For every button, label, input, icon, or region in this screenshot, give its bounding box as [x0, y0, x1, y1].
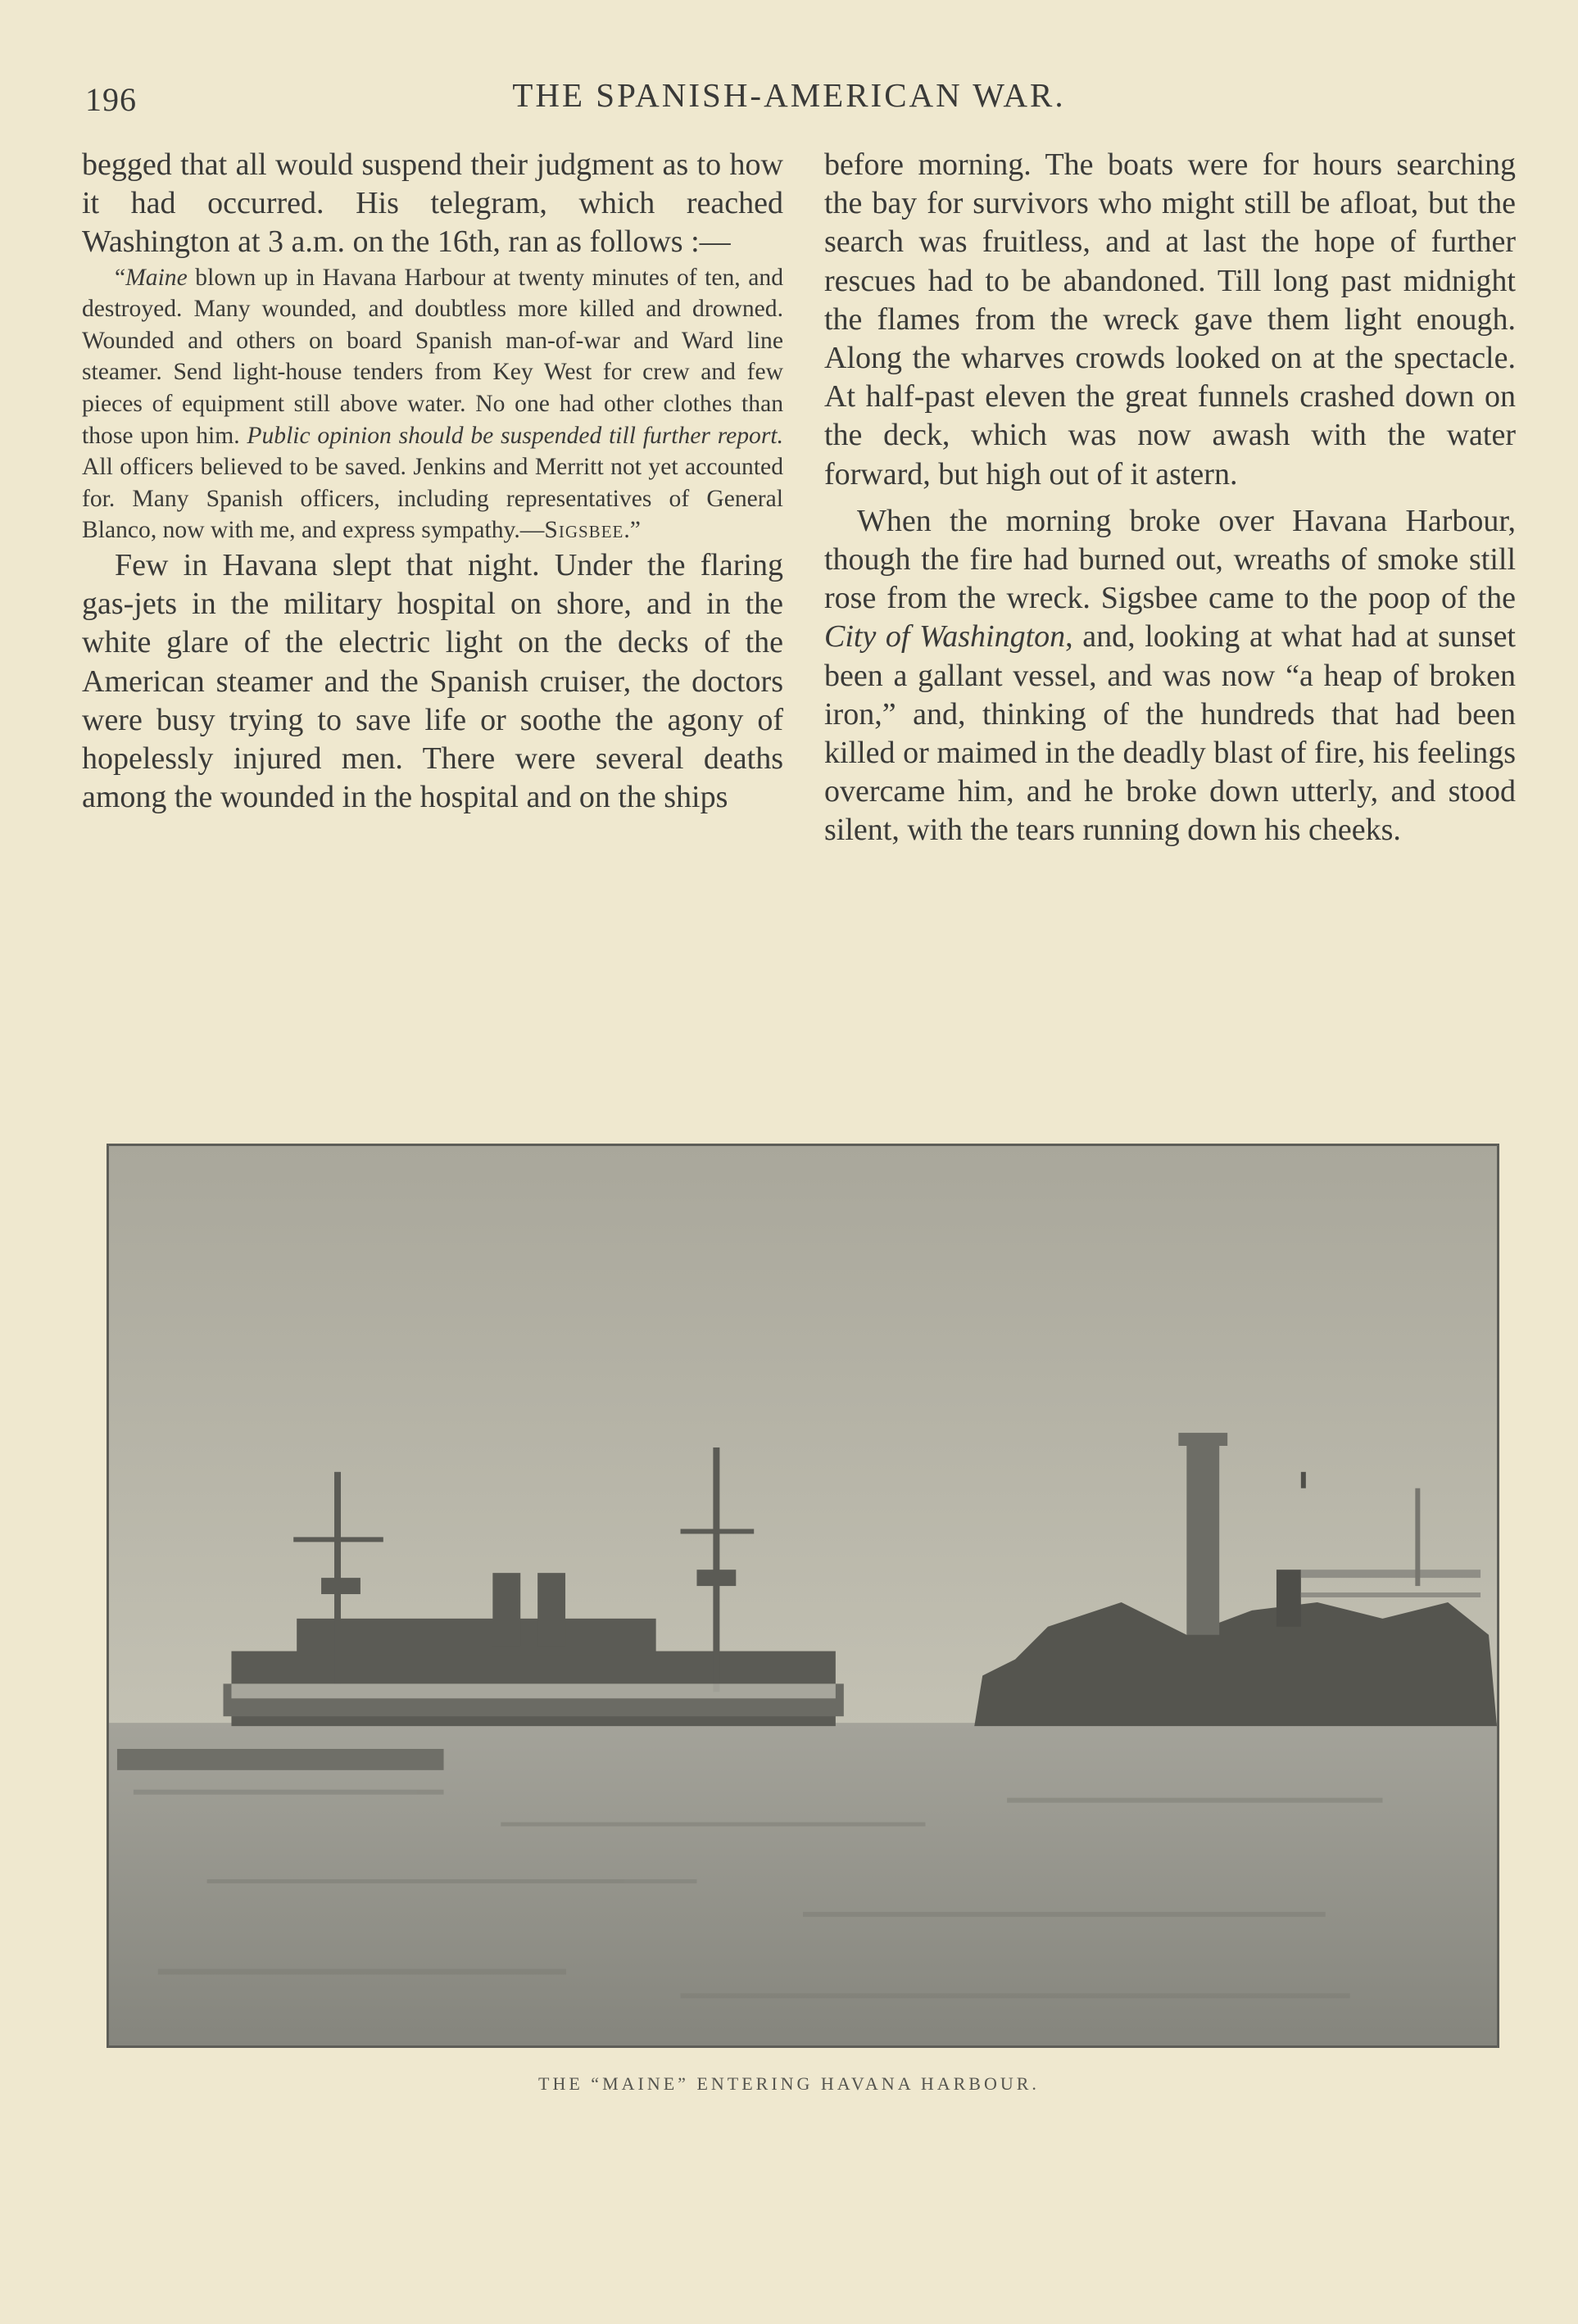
- telegram-quote: [82, 262, 783, 546]
- right-column: [824, 146, 1516, 850]
- telegram-text-2: All officers believed to be saved. Jenkins and Merritt not yet accounted for. Many Spanish officers, including representatives of General Blanco, now with me, and express sympathy.—: [82, 454, 783, 544]
- figure-caption: THE “MAINE” ENTERING HAVANA HARBOUR.: [538, 2073, 1040, 2094]
- photo-maine-entering-harbour: [107, 1144, 1499, 2048]
- page-number: 196: [85, 81, 137, 118]
- telegram-signature: Sigsbee: [544, 517, 624, 544]
- paragraph-few-in-havana: Few in Havana slept that night. Under the flaring gas-jets in the military hospital on shore, and in the white glare of the electric light on the decks of the American steamer and the Spanish cruiser, the doctors were busy trying to save life or soothe the agony of hopelessly injured men. There were several deaths among the wounded in the hospital and on the ships: [82, 547, 783, 815]
- telegram-text-1: blown up in Havana Harbour at twenty minutes of ten, and destroyed. Many wounded, and doubtless more killed and drowned. Wounded and others on board Spanish man-of-war and Ward line steamer. Send light-house tenders from Key West for crew and few pieces of equipment still above water. No one had other clothes than those upon him.: [82, 264, 783, 449]
- telegram-close-quote: .”: [623, 517, 641, 544]
- paragraph-when-morning-broke: [824, 502, 1516, 850]
- halftone-photograph: [109, 1146, 1497, 2045]
- running-title: THE SPANISH-AMERICAN WAR.: [512, 76, 1066, 114]
- left-column: [82, 146, 783, 817]
- paragraph-before-morning: before morning. The boats were for hours searching the bay for survivors who might still be afloat, but the search was fruitless, and at last the hope of further rescues had to be abandoned. Till long past midnight the flames from the wreck gave them light enough. Along the wharves crowds looked on at the spectacle. At half-past eleven the great funnels crashed down on the deck, which was now awash with the water forward, but high out of it astern.: [824, 147, 1516, 492]
- paragraph-morning-text-2: , and, looking at what had at sunset been a gallant vessel, and was now “a heap of broken iron,” and, thinking of the hundreds that had been killed or maimed in the deadly blast of fire, his feelings overcame him, and he broke down utterly, and stood silent, with the tears running down his cheeks.: [824, 619, 1516, 848]
- intro-paragraph: begged that all would suspend their judgment as to how it had occurred. His telegram, which reached Washington at 3 a.m. on the 16th, ran as follows :—: [82, 147, 783, 260]
- ship-name-city-of-washington: City of Washington: [824, 619, 1066, 655]
- telegram-open-quote: “: [115, 264, 126, 291]
- telegram-ship-name: Maine: [125, 264, 188, 291]
- telegram-emphasis: Public opinion should be suspended till further report.: [247, 422, 783, 449]
- paragraph-morning-text-1: When the morning broke over Havana Harbour, though the fire had burned out, wreaths of smoke still rose from the wreck. Sigsbee came to the poop of the: [824, 503, 1516, 616]
